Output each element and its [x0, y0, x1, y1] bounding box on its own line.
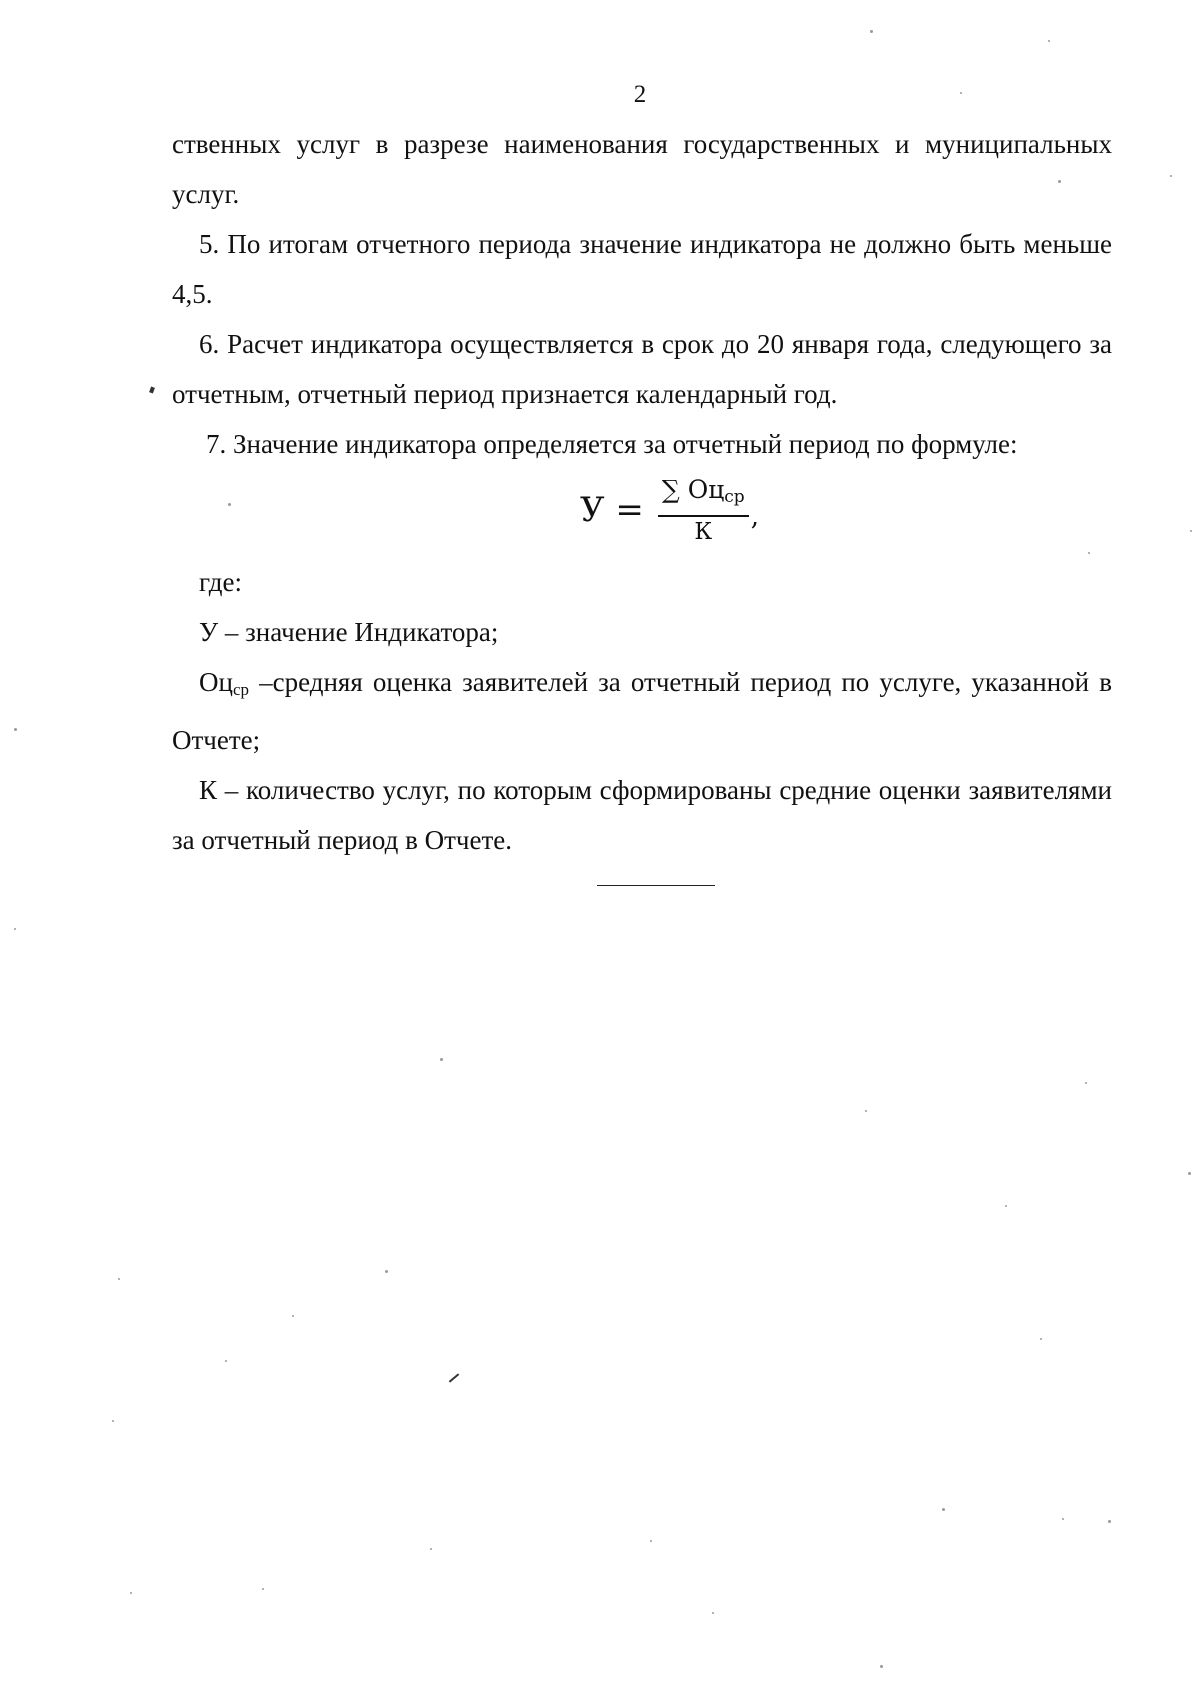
scan-speck — [225, 1360, 227, 1362]
formula-definitions — [172, 557, 1112, 865]
scan-speck — [1108, 1520, 1111, 1523]
paragraph-item-5: 5. По итогам отчетного периода значение индикатора не должно быть меньше 4,5. — [172, 229, 1112, 309]
scan-speck — [262, 1588, 264, 1590]
scan-speck — [440, 1058, 443, 1061]
sum-symbol: ∑ — [661, 474, 680, 504]
scan-speck — [1170, 175, 1172, 177]
scan-speck — [1058, 180, 1061, 183]
page-number: 2 — [633, 81, 647, 108]
scan-speck — [130, 1592, 132, 1594]
paragraph-continuation: ственных услуг в разрезе наименования государственных и муниципальных услуг. — [172, 129, 1112, 209]
scan-speck — [1048, 40, 1050, 42]
scan-speck — [292, 1315, 294, 1317]
indicator-formula — [580, 470, 759, 550]
scan-speck — [1040, 1338, 1042, 1340]
end-separator-line — [597, 885, 715, 886]
scan-speck — [712, 1612, 714, 1614]
scan-speck — [228, 503, 231, 506]
scan-speck — [870, 30, 873, 33]
scan-speck — [880, 1665, 883, 1668]
scan-speck — [1085, 1082, 1087, 1084]
scan-speck — [112, 1420, 114, 1422]
paragraph-item-7: 7. Значение индикатора определяется за отчетный период по формуле: — [206, 429, 1018, 459]
scan-speck — [865, 1110, 867, 1112]
scan-mark-left — [149, 386, 155, 393]
formula-fraction — [658, 474, 749, 547]
scan-speck — [1005, 1205, 1007, 1207]
scan-speck — [430, 1548, 432, 1550]
paragraph-item-6: 6. Расчет индикатора осуществляется в срок до 20 января года, следующего за отчетным, отчетный период признается календарный год. — [172, 329, 1112, 409]
scan-speck — [14, 728, 17, 731]
formula-lhs: У = — [580, 490, 644, 530]
scan-speck — [385, 1270, 388, 1273]
scan-speck — [1188, 1172, 1191, 1175]
scan-speck — [1062, 1518, 1064, 1520]
scan-speck — [1088, 552, 1090, 554]
scan-speck — [650, 1540, 652, 1542]
definition-y: У – значение Индикатора; — [199, 617, 499, 647]
formula-comma: , — [750, 502, 759, 532]
formula-numerator: ∑ $Оц_{ср}$ — [658, 474, 749, 517]
document-body — [172, 119, 1112, 469]
scan-mark — [449, 1373, 459, 1382]
formula-denominator: К — [694, 518, 713, 545]
scan-speck — [942, 1508, 945, 1511]
scan-speck — [1190, 530, 1192, 532]
scan-speck — [118, 1278, 120, 1280]
definitions-where: где: — [199, 567, 242, 597]
scan-speck — [960, 92, 962, 94]
definition-k: К – количество услуг, по которым сформированы средние оценки заявителями за отчетный период в Отчете. — [172, 775, 1112, 855]
definition-oc: $Оц_{ср}$ –средняя оценка заявителей за отчетный период по услуге, указанной в Отчете; — [172, 667, 1112, 755]
scan-speck — [14, 928, 16, 930]
